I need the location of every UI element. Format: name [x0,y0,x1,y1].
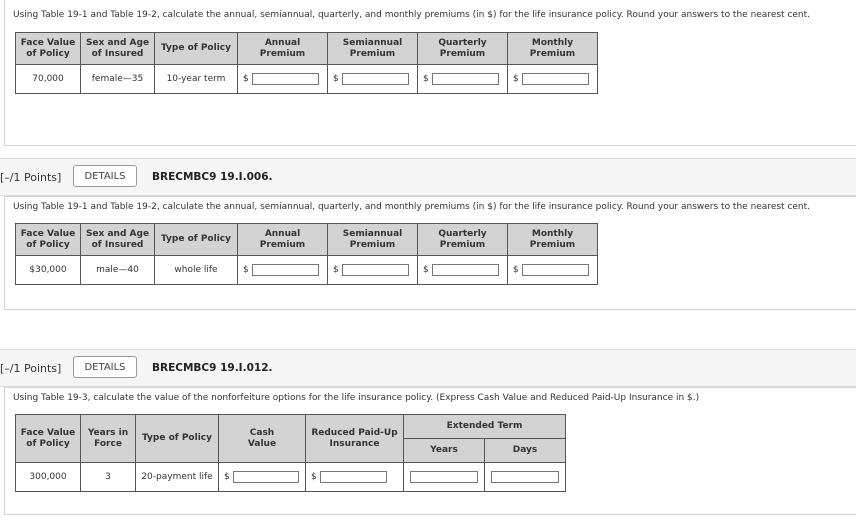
header-years-in-force: Years in Force [81,415,136,463]
question-code: BRECMBC9 19.I.012. [152,362,273,374]
nonforfeiture-table [15,414,566,492]
question-header-2 [0,158,856,196]
header-monthly-premium: Monthly Premium [508,224,598,256]
header-cash-value: Cash Value [219,415,306,463]
dollar-sign: $ [423,74,429,84]
points-label: [–/1 Points] [0,171,62,184]
cell-sex-age: male—40 [81,256,155,285]
extended-days-input[interactable] [491,471,559,483]
annual-premium-input[interactable] [252,264,319,276]
semiannual-premium-cell [328,256,418,285]
question-panel-1 [4,0,856,146]
header-days: Days [485,439,566,463]
header-type-policy: Type of Policy [136,415,219,463]
details-button[interactable]: DETAILS [73,356,137,378]
cell-sex-age: female—35 [81,65,155,94]
annual-premium-input[interactable] [252,73,319,85]
dollar-sign: $ [333,74,339,84]
extended-years-cell [404,463,485,492]
dollar-sign: $ [224,472,230,482]
header-type-policy: Type of Policy [155,224,238,256]
header-semiannual-premium: Semiannual Premium [328,224,418,256]
monthly-premium-cell [508,256,598,285]
monthly-premium-cell [508,65,598,94]
header-annual-premium: Annual Premium [238,33,328,65]
extended-years-input[interactable] [410,471,478,483]
header-years: Years [404,439,485,463]
dollar-sign: $ [423,265,429,275]
header-reduced-paid-up: Reduced Paid-Up Insurance [306,415,404,463]
header-type-policy: Type of Policy [155,33,238,65]
question-panel-3 [4,387,856,515]
points-label: [–/1 Points] [0,362,62,375]
cell-face-value: 300,000 [16,463,81,492]
question-instruction: Using Table 19-1 and Table 19-2, calculate the annual, semiannual, quarterly, and monthly premiums (in $) for the life insurance policy. Round your answers to the nearest cent. [13,202,811,212]
question-header-3 [0,349,856,387]
question-panel-2 [4,196,856,310]
cell-type-policy: whole life [155,256,238,285]
annual-premium-cell [238,65,328,94]
reduced-paid-up-cell [306,463,404,492]
semiannual-premium-input[interactable] [342,264,409,276]
quarterly-premium-input[interactable] [432,264,499,276]
header-face-value: Face Value of Policy [16,415,81,463]
header-semiannual-premium: Semiannual Premium [328,33,418,65]
cell-type-policy: 20-payment life [136,463,219,492]
premium-table [15,223,598,285]
cell-type-policy: 10-year term [155,65,238,94]
header-quarterly-premium: Quarterly Premium [418,33,508,65]
reduced-paid-up-input[interactable] [320,471,387,483]
annual-premium-cell [238,256,328,285]
semiannual-premium-cell [328,65,418,94]
header-sex-age: Sex and Age of Insured [81,33,155,65]
dollar-sign: $ [513,265,519,275]
monthly-premium-input[interactable] [522,264,589,276]
header-monthly-premium: Monthly Premium [508,33,598,65]
cell-face-value: $30,000 [16,256,81,285]
header-quarterly-premium: Quarterly Premium [418,224,508,256]
header-extended-term: Extended Term [404,415,566,439]
dollar-sign: $ [333,265,339,275]
dollar-sign: $ [311,472,317,482]
header-annual-premium: Annual Premium [238,224,328,256]
extended-days-cell [485,463,566,492]
cell-face-value: 70,000 [16,65,81,94]
header-face-value: Face Value of Policy [16,224,81,256]
question-code: BRECMBC9 19.I.006. [152,171,273,183]
dollar-sign: $ [243,265,249,275]
dollar-sign: $ [513,74,519,84]
quarterly-premium-input[interactable] [432,73,499,85]
details-button[interactable]: DETAILS [73,165,137,187]
question-instruction: Using Table 19-1 and Table 19-2, calculate the annual, semiannual, quarterly, and monthly premiums (in $) for the life insurance policy. Round your answers to the nearest cent. [13,10,811,20]
monthly-premium-input[interactable] [522,73,589,85]
question-instruction: Using Table 19-3, calculate the value of the nonforfeiture options for the life insurance policy. (Express Cash Value and Reduced Paid-Up Insurance in $.) [13,393,700,403]
cash-value-input[interactable] [233,471,299,483]
cell-years-in-force: 3 [81,463,136,492]
header-face-value: Face Value of Policy [16,33,81,65]
semiannual-premium-input[interactable] [342,73,409,85]
quarterly-premium-cell [418,65,508,94]
premium-table [15,32,598,94]
cash-value-cell [219,463,306,492]
dollar-sign: $ [243,74,249,84]
header-sex-age: Sex and Age of Insured [81,224,155,256]
quarterly-premium-cell [418,256,508,285]
